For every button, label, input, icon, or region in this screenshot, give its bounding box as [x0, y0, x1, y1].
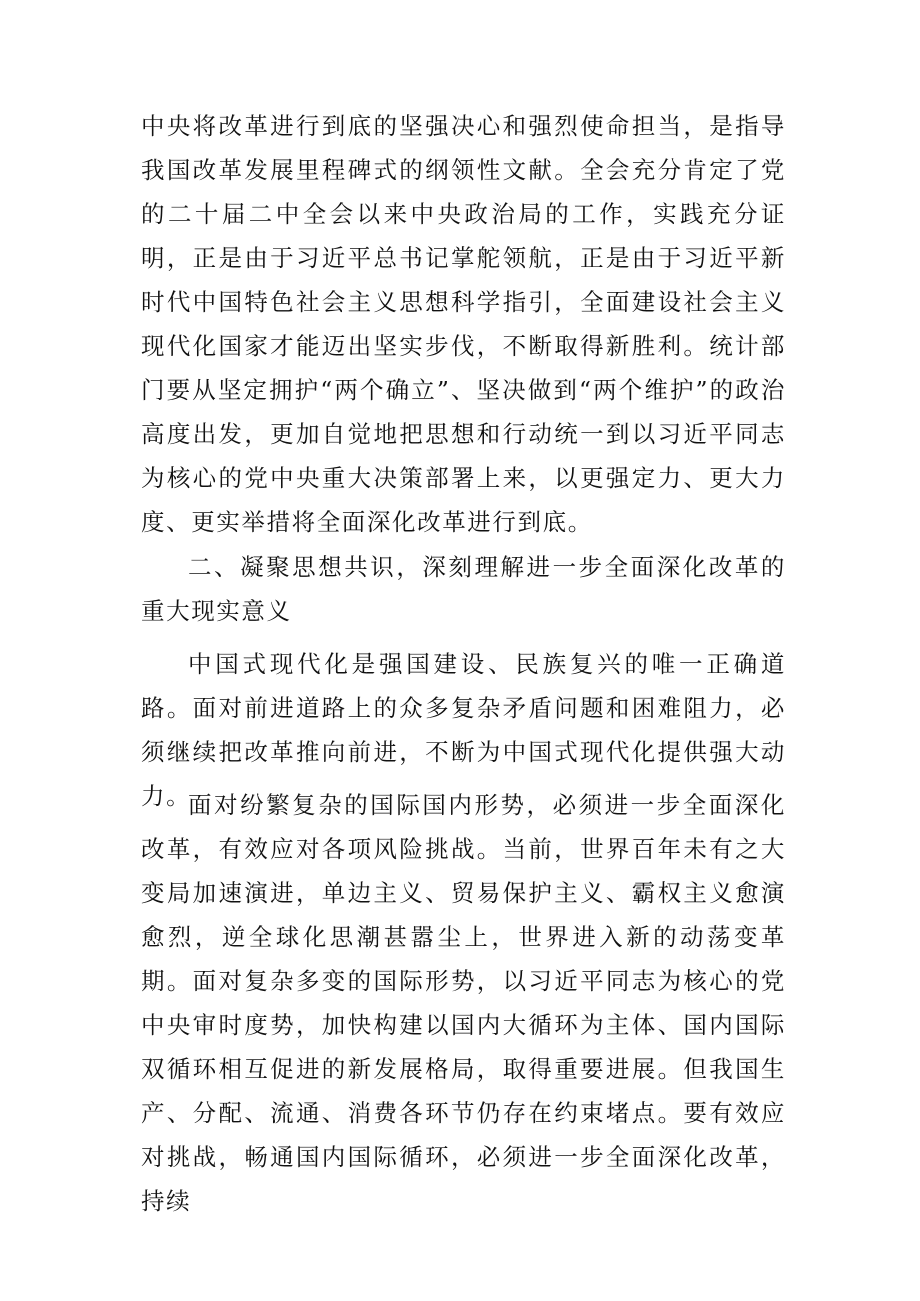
body-paragraph: 中央将改革进行到底的坚强决心和强烈使命担当，是指导我国改革发展里程碑式的纲领性文献。全会充分肯定了党的二十届二中全会以来中央政治局的工作，实践充分证明，正是由于习近平总书记掌舵领航，正是由于习近平新时代中国特色社会主义思想科学指引，全面建设社会主义现代化国家才能迈出坚实步伐，不断取得新胜利。统计部门要从坚定拥护“两个确立”、坚决做到“两个维护”的政治高度出发，更加自觉地把思想和行动统一到以习近平同志为核心的党中央重大决策部署上来，以更强定力、更大力度、更实举措将全面深化改革进行到底。: [141, 112, 786, 536]
paragraph-1-block: [141, 104, 786, 544]
section-heading: 二、凝聚思想共识，深刻理解进一步全面深化改革的重大现实意义: [141, 553, 786, 625]
body-paragraph: 中国式现代化是强国建设、民族复兴的唯一正确道路。面对前进道路上的众多复杂矛盾问题和困难阻力，必须继续把改革推向前进，不断为中国式现代化提供强大动力。: [141, 650, 786, 810]
body-paragraph: 面对纷繁复杂的国际国内形势，必须进一步全面深化改革，有效应对各项风险挑战。当前，世界百年未有之大变局加速演进，单边主义、贸易保护主义、霸权主义愈演愈烈，逆全球化思潮甚嚣尘上，世界进入新的动荡变革期。面对复杂多变的国际形势，以习近平同志为核心的党中央审时度势，加快构建以国内大循环为主体、国内国际双循环相互促进的新发展格局，取得重要进展。但我国生产、分配、流通、消费各环节仍存在约束堵点。要有效应对挑战，畅通国内国际循环，必须进一步全面深化改革，持续: [141, 791, 786, 1215]
paragraph-3-block: [141, 783, 786, 1223]
section-heading-block: [141, 545, 786, 633]
